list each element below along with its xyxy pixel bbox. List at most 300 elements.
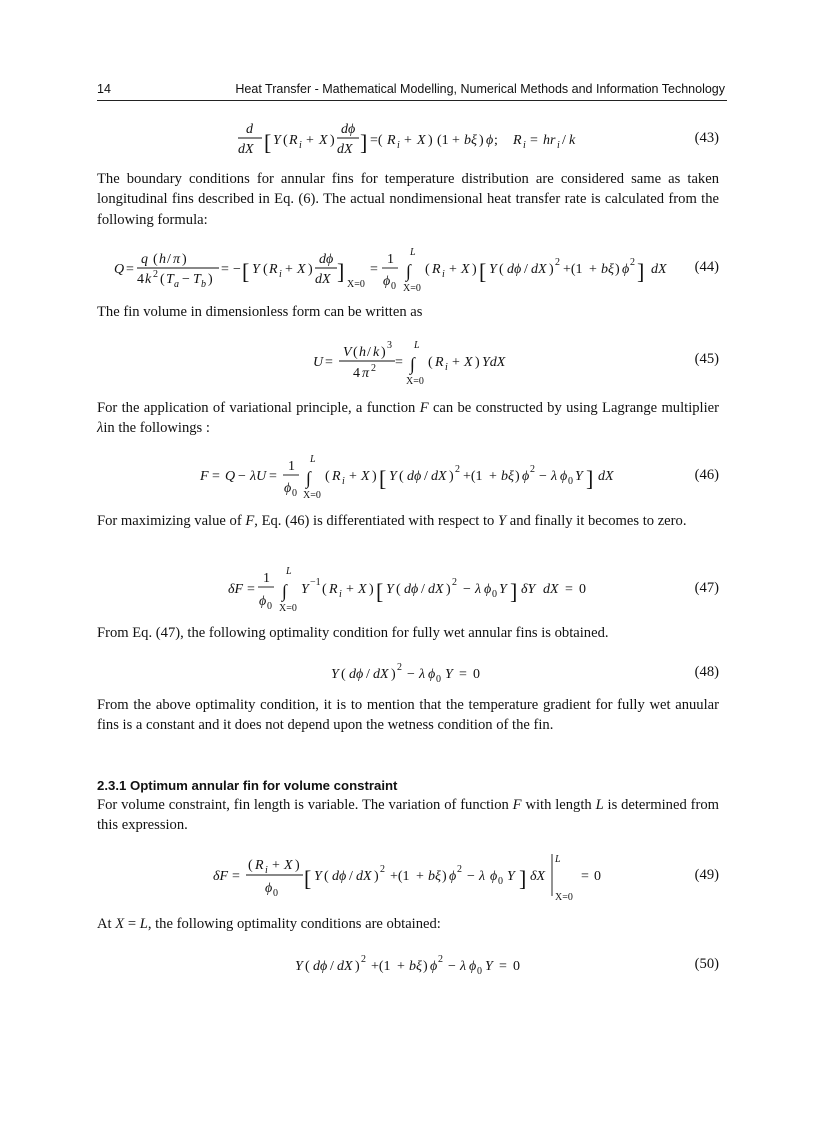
svg-text:T: T [193, 272, 201, 287]
svg-text:+(1: +(1 [563, 262, 583, 277]
svg-text:]: ] [586, 466, 594, 491]
svg-text:0: 0 [477, 966, 482, 977]
equation-48-math [97, 658, 719, 688]
svg-text:R: R [435, 355, 444, 370]
svg-text:Y: Y [389, 469, 397, 484]
paragraph: The boundary conditions for annular fins for temperature distribution are considered same as taken longitudinal fins described in Eq. (6). The actual nondimensional heat transfer rate is calculated from the following formula: [97, 171, 719, 228]
svg-text:2: 2 [530, 464, 535, 475]
svg-text:−: − [182, 272, 190, 287]
svg-text:/: / [424, 469, 428, 484]
svg-text:(1: (1 [437, 133, 449, 148]
svg-text:2: 2 [457, 864, 462, 875]
svg-text:[: [ [479, 259, 487, 284]
svg-text:i: i [397, 140, 400, 151]
svg-text:(: ( [499, 262, 504, 277]
svg-text:∫: ∫ [306, 468, 311, 488]
svg-text:R: R [387, 133, 396, 148]
svg-text:=: = [126, 262, 134, 277]
svg-text:U: U [313, 355, 324, 370]
equation-number: (47) [694, 580, 719, 596]
svg-text:+: + [404, 133, 412, 148]
svg-text:+: + [272, 858, 280, 873]
svg-text:X: X [297, 262, 306, 277]
svg-text:): ) [372, 469, 377, 484]
text-run: For volume constraint, fin length is variable. The variation of function [97, 797, 509, 813]
svg-text:L: L [286, 566, 292, 577]
svg-text:): ) [381, 345, 386, 360]
svg-text:1: 1 [288, 459, 295, 474]
equation-number: (49) [694, 867, 719, 883]
svg-text:X: X [358, 582, 367, 597]
svg-text:dX: dX [337, 959, 353, 974]
svg-text:Q: Q [225, 469, 236, 484]
svg-text:h: h [359, 345, 366, 360]
equation-47-math [97, 564, 719, 612]
equation-45-math [97, 336, 719, 386]
text-run: , Eq. (46) is differentiated with respect to [254, 513, 495, 529]
svg-text:0: 0 [492, 589, 497, 600]
svg-text:0: 0 [473, 667, 480, 682]
paragraph [97, 398, 719, 439]
paragraph [97, 914, 719, 934]
svg-text:ϕ: ϕ [522, 469, 530, 484]
svg-text:ϕ: ϕ [486, 133, 494, 148]
svg-text:+: + [285, 262, 293, 277]
svg-text:Y: Y [301, 582, 309, 597]
svg-text:): ) [369, 582, 374, 597]
math-symbol: X [115, 916, 125, 932]
svg-text:[: [ [242, 259, 250, 284]
svg-text:X: X [319, 133, 328, 148]
svg-text:(: ( [305, 959, 310, 974]
svg-text:=: = [581, 869, 589, 884]
svg-text:): ) [355, 959, 360, 974]
svg-text:): ) [208, 272, 213, 287]
svg-text:bξ: bξ [464, 133, 477, 148]
svg-text:4: 4 [353, 366, 360, 381]
equation-50-math [97, 950, 719, 980]
svg-text:0: 0 [498, 876, 503, 887]
svg-text:/: / [524, 262, 528, 277]
svg-text:=(: =( [370, 133, 383, 148]
svg-text:Y: Y [314, 869, 322, 884]
svg-text:(: ( [428, 355, 433, 370]
svg-text:i: i [442, 269, 445, 280]
svg-text:i: i [299, 140, 302, 151]
svg-text:2: 2 [438, 954, 443, 965]
paragraph [97, 795, 719, 836]
svg-text:): ) [472, 262, 477, 277]
svg-text:F: F [200, 469, 209, 484]
equation-44 [97, 245, 719, 293]
svg-text:]: ] [637, 259, 645, 284]
svg-text:T: T [166, 272, 174, 287]
svg-text:ϕ: ϕ [484, 582, 492, 597]
svg-text:R: R [332, 469, 341, 484]
svg-text:λ: λ [479, 869, 486, 884]
paragraph: The fin volume in dimensionless form can be written as [97, 304, 423, 320]
svg-text:δX: δX [530, 869, 546, 884]
svg-text:−: − [539, 469, 547, 484]
svg-text:X: X [461, 262, 470, 277]
svg-text:+(1: +(1 [371, 959, 391, 974]
svg-text:): ) [374, 869, 379, 884]
svg-text:=: = [565, 582, 573, 597]
svg-text:i: i [339, 589, 342, 600]
svg-text:3: 3 [387, 340, 392, 351]
text-run: is determined from this expression. [97, 797, 719, 834]
svg-text:dϕ: dϕ [407, 469, 422, 484]
svg-text:(: ( [399, 469, 404, 484]
svg-text:+: + [449, 262, 457, 277]
svg-text:/: / [349, 869, 353, 884]
svg-text:2: 2 [153, 269, 158, 280]
paragraph: From the above optimality condition, it is to mention that the temperature gradient for fully wet anuular fins is a constant and it does not depend upon the wetness condition of the fin. [97, 697, 719, 734]
equation-46 [97, 452, 719, 500]
svg-text:=: = [370, 262, 378, 277]
svg-text:ϕ: ϕ [259, 594, 267, 609]
svg-text:dX: dX [428, 582, 444, 597]
svg-text:dϕ: dϕ [319, 252, 334, 267]
svg-text:/: / [330, 959, 334, 974]
svg-text:): ) [549, 262, 554, 277]
svg-text:0: 0 [267, 601, 272, 612]
svg-text:): ) [423, 959, 428, 974]
svg-text:(: ( [153, 252, 158, 267]
paragraph [97, 511, 719, 531]
svg-text:dX: dX [543, 582, 559, 597]
svg-text:): ) [391, 667, 396, 682]
equation-49 [97, 850, 719, 904]
equation-50 [97, 950, 719, 980]
svg-text:(: ( [341, 667, 346, 682]
svg-text:(: ( [425, 262, 430, 277]
svg-text:δY: δY [521, 582, 536, 597]
svg-text:∫: ∫ [282, 581, 287, 601]
svg-text:(: ( [283, 133, 288, 148]
svg-text:−: − [463, 582, 471, 597]
svg-text:ϕ: ϕ [560, 469, 568, 484]
text-run: = [124, 916, 140, 932]
svg-text:dX: dX [598, 469, 614, 484]
svg-text:λ: λ [460, 959, 467, 974]
equation-48 [97, 658, 719, 688]
svg-text:ϕ: ϕ [383, 274, 391, 289]
svg-text:hr: hr [543, 133, 556, 148]
svg-text:(: ( [322, 582, 327, 597]
svg-text:R: R [432, 262, 441, 277]
svg-text:]: ] [519, 866, 527, 891]
svg-text:R: R [329, 582, 338, 597]
svg-text:k: k [373, 345, 380, 360]
svg-text:Y: Y [445, 667, 453, 682]
svg-text:δF: δF [228, 582, 244, 597]
svg-text:R: R [255, 858, 264, 873]
svg-text:+(1: +(1 [390, 869, 410, 884]
svg-text:2: 2 [630, 257, 635, 268]
svg-text:+: + [349, 469, 357, 484]
svg-text:): ) [446, 582, 451, 597]
math-symbol: Y [498, 513, 507, 529]
svg-text:i: i [279, 269, 282, 280]
svg-text:X=0: X=0 [347, 279, 365, 290]
equation-47 [97, 564, 719, 612]
svg-text:q: q [141, 252, 148, 267]
text-run: with length [525, 797, 592, 813]
svg-text:X=0: X=0 [406, 376, 424, 387]
svg-text:ϕ: ϕ [490, 869, 498, 884]
svg-text:0: 0 [594, 869, 601, 884]
svg-text:dX: dX [337, 142, 353, 157]
svg-text:X: X [284, 858, 293, 873]
equation-44-math [97, 245, 719, 293]
svg-text:k: k [569, 133, 576, 148]
equation-number: (43) [694, 130, 719, 146]
svg-text:=: = [325, 355, 333, 370]
svg-text:/: / [562, 133, 566, 148]
svg-text:Y: Y [295, 959, 303, 974]
svg-text:bξ: bξ [428, 869, 441, 884]
svg-text:]: ] [510, 579, 518, 604]
svg-text:dX: dX [431, 469, 447, 484]
svg-text:π: π [362, 366, 370, 381]
svg-text:): ) [182, 252, 187, 267]
svg-text:bξ: bξ [501, 469, 514, 484]
equation-45 [97, 336, 719, 386]
svg-text:=: = [232, 869, 240, 884]
svg-text:Y: Y [273, 133, 281, 148]
svg-text:0: 0 [292, 488, 297, 499]
svg-text:i: i [265, 865, 268, 876]
equation-number: (48) [694, 664, 719, 680]
svg-text:i: i [342, 476, 345, 487]
svg-text:[: [ [379, 466, 387, 491]
svg-text:a: a [174, 279, 179, 290]
text-run: and finally it becomes to zero. [509, 513, 687, 529]
svg-text:=: = [395, 355, 403, 370]
svg-text:=: = [221, 262, 229, 277]
svg-text:R: R [513, 133, 522, 148]
svg-text:ϕ: ϕ [430, 959, 438, 974]
svg-text:): ) [442, 869, 447, 884]
svg-text:+: + [346, 582, 354, 597]
svg-text:/: / [367, 345, 371, 360]
svg-text:Y: Y [331, 667, 339, 682]
svg-text:2: 2 [397, 662, 402, 673]
svg-text:Q: Q [114, 262, 125, 277]
svg-text:2: 2 [455, 464, 460, 475]
svg-text:[: [ [264, 130, 272, 155]
svg-text:R: R [269, 262, 278, 277]
svg-text:X: X [417, 133, 426, 148]
svg-text:ϕ: ϕ [469, 959, 477, 974]
svg-text:): ) [449, 469, 454, 484]
section-heading: 2.3.1 Optimum annular fin for volume constraint [97, 778, 398, 793]
svg-text:dX: dX [651, 262, 667, 277]
svg-text:dϕ: dϕ [404, 582, 419, 597]
math-symbol: F [512, 797, 522, 813]
svg-text:+(1: +(1 [463, 469, 483, 484]
equation-43 [97, 118, 719, 160]
svg-text:dϕ: dϕ [349, 667, 364, 682]
svg-text:Y: Y [386, 582, 394, 597]
svg-text:λ: λ [551, 469, 558, 484]
svg-text:(: ( [325, 469, 330, 484]
svg-text:ϕ: ϕ [622, 262, 630, 277]
svg-text:): ) [330, 133, 335, 148]
text-run: in the followings : [103, 420, 210, 437]
svg-text:−: − [407, 667, 415, 682]
math-symbol: L [595, 797, 604, 813]
svg-text:+: + [452, 133, 460, 148]
svg-text:dX: dX [531, 262, 547, 277]
svg-text:+: + [452, 355, 460, 370]
svg-text:): ) [428, 133, 433, 148]
svg-text:0: 0 [391, 281, 396, 292]
svg-text:X=0: X=0 [303, 490, 321, 501]
equation-number: (50) [694, 956, 719, 972]
equation-46-math [97, 452, 719, 500]
svg-text:2: 2 [380, 864, 385, 875]
svg-text:−: − [233, 262, 241, 277]
svg-text:V: V [343, 345, 352, 360]
svg-text:Y: Y [507, 869, 515, 884]
svg-text:L: L [410, 247, 416, 258]
math-symbol: F [419, 400, 429, 416]
svg-text:π: π [173, 252, 181, 267]
svg-text:2: 2 [452, 577, 457, 588]
equation-49-math [97, 850, 719, 904]
svg-text:dϕ: dϕ [313, 959, 328, 974]
svg-text:dX: dX [373, 667, 389, 682]
svg-text:Y: Y [575, 469, 583, 484]
svg-text:X: X [464, 355, 473, 370]
svg-text:=: = [247, 582, 255, 597]
svg-text:λ: λ [419, 667, 426, 682]
svg-text:dϕ: dϕ [332, 869, 347, 884]
svg-text:R: R [289, 133, 298, 148]
svg-text:dX: dX [238, 142, 254, 157]
svg-text:i: i [523, 140, 526, 151]
svg-text:(: ( [396, 582, 401, 597]
svg-text:bξ: bξ [601, 262, 614, 277]
svg-text:bξ: bξ [409, 959, 422, 974]
svg-text:]: ] [360, 130, 368, 155]
svg-text:=: = [499, 959, 507, 974]
svg-text:−: − [467, 869, 475, 884]
math-symbol: L [139, 916, 148, 932]
svg-text:X: X [361, 469, 370, 484]
svg-text:): ) [515, 469, 520, 484]
svg-text:[: [ [376, 579, 384, 604]
svg-text:(: ( [248, 858, 253, 873]
svg-text:ϕ: ϕ [428, 667, 436, 682]
svg-text:]: ] [337, 259, 345, 284]
svg-text:−1: −1 [310, 577, 321, 588]
svg-text:(: ( [353, 345, 358, 360]
text-run: At [97, 916, 112, 932]
svg-text:δF: δF [213, 869, 229, 884]
svg-text:∫: ∫ [406, 261, 411, 281]
svg-text:): ) [615, 262, 620, 277]
math-symbol: λ [97, 420, 104, 437]
equation-43-math [97, 118, 719, 160]
svg-text:dϕ: dϕ [507, 262, 522, 277]
svg-text:=: = [212, 469, 220, 484]
svg-text:X=0: X=0 [279, 603, 297, 614]
svg-text:i: i [557, 140, 560, 151]
svg-text:−: − [238, 469, 246, 484]
svg-text:+: + [306, 133, 314, 148]
svg-text:[: [ [304, 866, 312, 891]
svg-text:dϕ: dϕ [341, 122, 356, 137]
svg-text:−: − [448, 959, 456, 974]
svg-text:2: 2 [361, 954, 366, 965]
svg-text:Y: Y [252, 262, 260, 277]
svg-text:L: L [414, 340, 420, 351]
svg-text:b: b [201, 279, 206, 290]
svg-text:ϕ: ϕ [265, 881, 273, 896]
svg-text:∫: ∫ [410, 354, 415, 374]
svg-text:(: ( [324, 869, 329, 884]
svg-text:1: 1 [263, 571, 270, 586]
equation-number: (45) [694, 351, 719, 367]
svg-text:2: 2 [371, 363, 376, 374]
svg-text:ϕ: ϕ [284, 481, 292, 496]
svg-text:+: + [416, 869, 424, 884]
book-title: Heat Transfer - Mathematical Modelling, Numerical Methods and Information Technology [235, 82, 725, 96]
svg-text:0: 0 [579, 582, 586, 597]
paragraph: From Eq. (47), the following optimality condition for fully wet annular fins is obtained. [97, 625, 609, 641]
text-run: can be constructed by using Lagrange multiplier [432, 400, 720, 416]
svg-text:+: + [589, 262, 597, 277]
svg-text:/: / [421, 582, 425, 597]
svg-text:Y: Y [489, 262, 497, 277]
svg-text:YdX: YdX [482, 355, 506, 370]
svg-text:2: 2 [555, 257, 560, 268]
svg-text:): ) [475, 355, 480, 370]
svg-text:(: ( [263, 262, 268, 277]
svg-text:d: d [246, 122, 253, 137]
svg-text:0: 0 [568, 476, 573, 487]
svg-text:dX: dX [356, 869, 372, 884]
svg-text:4: 4 [137, 272, 144, 287]
svg-text:0: 0 [273, 888, 278, 899]
svg-text:λU: λU [250, 469, 267, 484]
svg-text:;: ; [494, 133, 498, 148]
svg-text:=: = [530, 133, 538, 148]
running-header [97, 80, 727, 101]
text-run: For the application of variational principle, a function [97, 400, 416, 416]
text-run: , the following optimality conditions are obtained: [147, 916, 441, 932]
svg-text:0: 0 [513, 959, 520, 974]
svg-text:X=0: X=0 [403, 283, 421, 294]
svg-text:X=0: X=0 [555, 892, 573, 903]
equation-number: (46) [694, 467, 719, 483]
svg-text:): ) [308, 262, 313, 277]
svg-text:1: 1 [387, 252, 394, 267]
svg-text:): ) [295, 858, 300, 873]
svg-text:=: = [459, 667, 467, 682]
svg-text:+: + [397, 959, 405, 974]
svg-text:h: h [159, 252, 166, 267]
svg-text:Y: Y [485, 959, 493, 974]
svg-text:Y: Y [499, 582, 507, 597]
svg-text:0: 0 [436, 674, 441, 685]
svg-text:ϕ: ϕ [449, 869, 457, 884]
svg-text:dX: dX [315, 272, 331, 287]
svg-text:L: L [310, 454, 316, 465]
